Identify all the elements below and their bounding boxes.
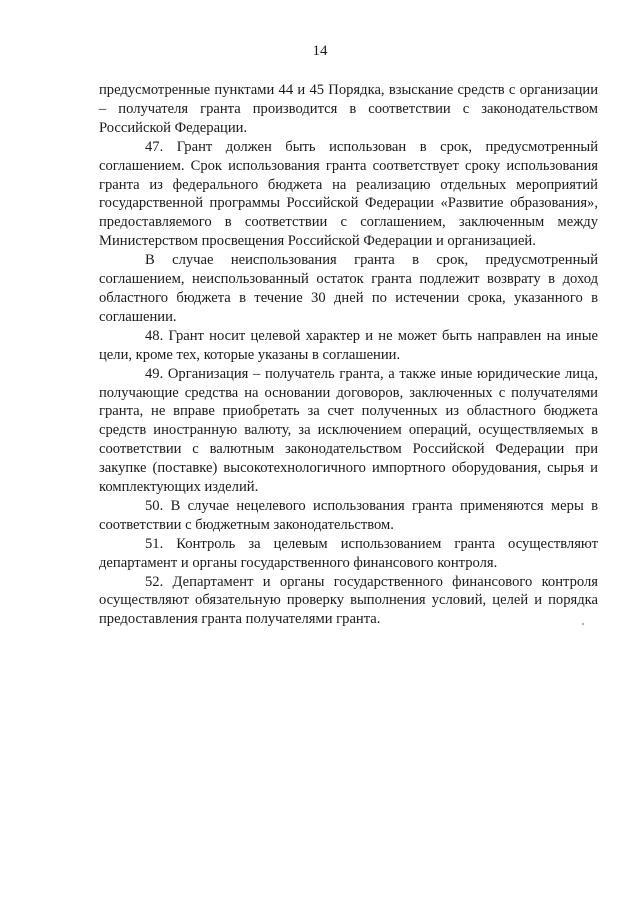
scan-speck — [582, 623, 584, 625]
page-number: 14 — [312, 43, 328, 59]
paragraph-49: 49. Организация – получатель гранта, а также иные юридические лица, получающие средства на основании договоров, заключенных с получателями гранта, не вправе приобретать за счет полученных из областного бюджета средств иностранную валюту, за исключением операций, осуществляемых в соответствии с валютным законодательством Российской Федерации при закупке (поставке) высокотехнологичного импортного оборудования, сырья и комплектующих изделий. — [99, 365, 598, 496]
paragraph-47-unused-balance: В случае неиспользования гранта в срок, предусмотренный соглашением, неиспользованный остаток гранта подлежит возврату в доход областного бюджета в течение 30 дней по истечении срока, указанного в соглашении. — [99, 252, 598, 325]
paragraph-50: 50. В случае нецелевого использования гранта применяются меры в соответствии с бюджетным законодательством. — [99, 497, 598, 533]
paragraph-continuation: предусмотренные пунктами 44 и 45 Порядка, взыскание средств с организации – получателя гранта производится в соответствии с законодательством Российской Федерации. — [99, 82, 598, 136]
paragraph-47: 47. Грант должен быть использован в срок, предусмотренный соглашением. Срок использования гранта соответствует сроку использования гранта из федерального бюджета на реализацию отдельных мероприятий государственной программы Российской Федерации «Развитие образования», предоставляемого в соответствии с соглашением, заключенным между Министерством просвещения Российской Федерации и организацией. — [99, 138, 598, 250]
paragraph-52: 52. Департамент и органы государственного финансового контроля осуществляют обязательную проверку выполнения условий, целей и порядка предоставления гранта получателями гранта. — [99, 573, 598, 628]
paragraph-51: 51. Контроль за целевым использованием гранта осуществляют департамент и органы государственного финансового контроля. — [99, 535, 598, 571]
paragraph-48: 48. Грант носит целевой характер и не может быть направлен на иные цели, кроме тех, которые указаны в соглашении. — [99, 327, 598, 363]
document-body — [99, 81, 598, 629]
